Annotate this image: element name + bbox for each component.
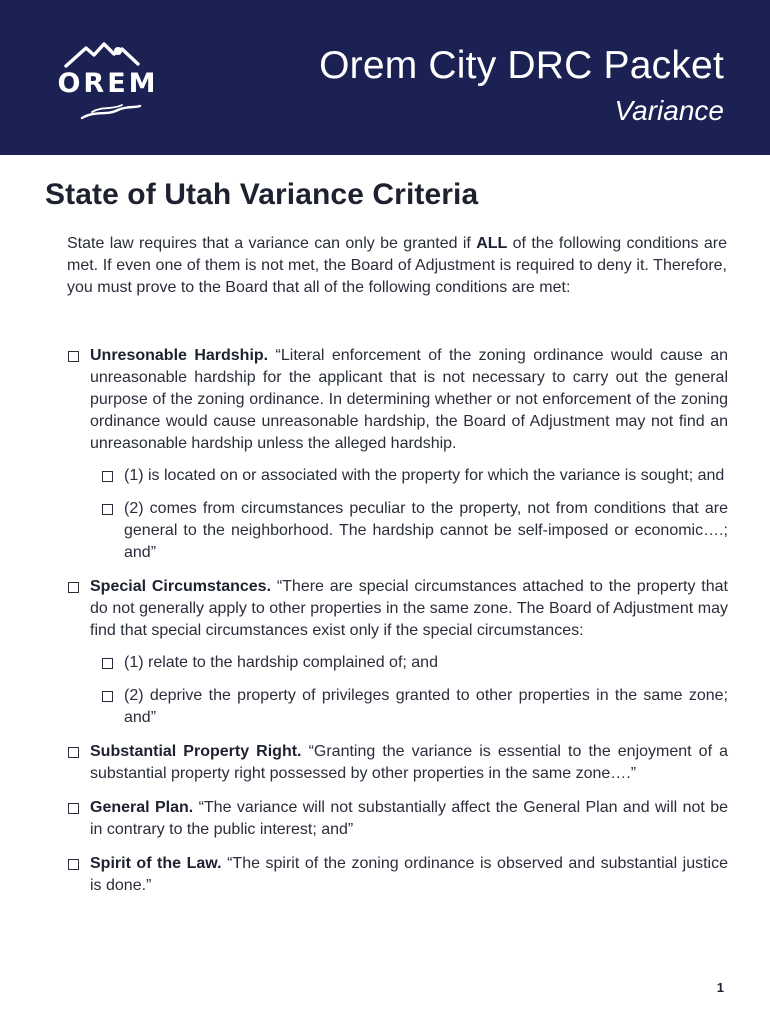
criterion-title: Special Circumstances.: [90, 578, 272, 595]
checkbox-icon[interactable]: [68, 351, 79, 362]
criterion-item: [68, 576, 728, 729]
criterion-item: [68, 345, 728, 564]
criterion-body: “The spirit of the zoning ordinance is observed and substantial justice is done.”: [90, 855, 729, 894]
criterion-text: [90, 741, 728, 785]
criterion-body: “Granting the variance is essential to the enjoyment of a substantial property right possessed by other properties in the same zone….”: [90, 743, 728, 782]
criterion-item: [68, 853, 728, 897]
packet-subtitle: Variance: [614, 95, 724, 126]
intro-text-after: of the following conditions are met. If even one of them is not met, the Board of Adjustment is required to deny it. Therefore, you must prove to the Board that all of the following conditions are met:: [67, 235, 728, 296]
page-number: 1: [716, 980, 724, 995]
sub-criterion-item: [90, 652, 728, 674]
criterion-title: Unresonable Hardship.: [90, 347, 269, 364]
checkbox-icon[interactable]: [102, 471, 113, 482]
checkbox-icon[interactable]: [68, 803, 79, 814]
sub-criterion-item: [90, 465, 728, 487]
criterion-text: [90, 797, 728, 841]
criterion-title: General Plan.: [90, 799, 194, 816]
page-heading: State of Utah Variance Criteria: [45, 178, 479, 211]
criterion-title: Spirit of the Law.: [90, 855, 222, 872]
criterion-body: “The variance will not substantially affect the General Plan and will not be in contrary to the public interest; and”: [90, 799, 729, 838]
checkbox-icon[interactable]: [102, 691, 113, 702]
criterion-text: [90, 576, 728, 642]
checkbox-icon[interactable]: [102, 658, 113, 669]
intro-paragraph: [67, 233, 727, 299]
header-banner: [0, 0, 770, 155]
criterion-body: “There are special circumstances attached to the property that do not generally apply to other properties in the same zone. The Board of Adjustment may find that special circumstances exist only if the special circumstances:: [90, 578, 728, 639]
criterion-item: [68, 741, 728, 785]
sub-criterion-item: [90, 685, 728, 729]
sub-criterion-text: (2) deprive the property of privileges granted to other properties in the same zone; and”: [124, 687, 728, 726]
criterion-text: [90, 853, 728, 897]
intro-emphasis: ALL: [476, 235, 508, 252]
checkbox-icon[interactable]: [68, 859, 79, 870]
checkbox-icon[interactable]: [102, 504, 113, 515]
criteria-list: [68, 345, 728, 909]
sub-criterion-text: (1) relate to the hardship complained of; and: [124, 654, 438, 671]
logo-text: OREM: [57, 68, 159, 99]
sub-criterion-item: [90, 498, 728, 564]
sub-criterion-text: (1) is located on or associated with the property for which the variance is sought; and: [124, 467, 725, 484]
checkbox-icon[interactable]: [68, 747, 79, 758]
orem-logo: [52, 38, 164, 122]
criterion-body: “Literal enforcement of the zoning ordinance would cause an unreasonable hardship for the applicant that is not necessary to carry out the general purpose of the zoning ordinance. In determining whether or not enforcement of the zoning ordinance would cause unreasonable hardship, the Board of Adjustment may not find an unreasonable hardship unless the alleged hardship.: [90, 347, 728, 452]
packet-title: Orem City DRC Packet: [319, 44, 724, 87]
sub-criteria-list: [90, 465, 728, 564]
sub-criterion-text: (2) comes from circumstances peculiar to the property, not from conditions that are general to the neighborhood. The hardship cannot be self-imposed or economic….; and”: [124, 500, 728, 561]
criterion-text: [90, 345, 728, 455]
criterion-title: Substantial Property Right.: [90, 743, 302, 760]
sub-criteria-list: [90, 652, 728, 729]
intro-text-before: State law requires that a variance can only be granted if: [67, 235, 477, 252]
checkbox-icon[interactable]: [68, 582, 79, 593]
criterion-item: [68, 797, 728, 841]
